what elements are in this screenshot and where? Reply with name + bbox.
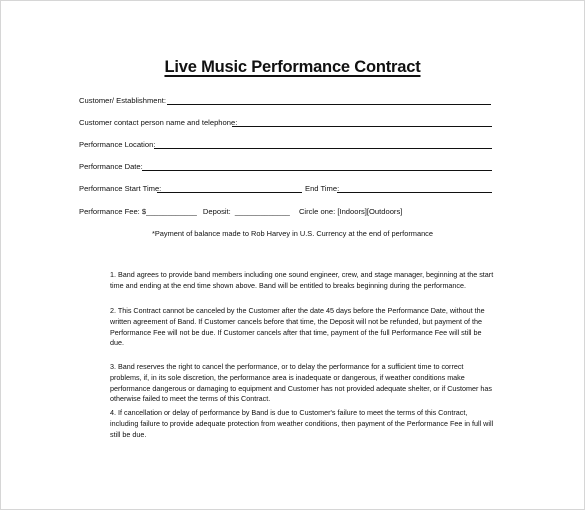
clause-3: 3. Band reserves the right to cancel the performance, or to delay the performance for a sufficient time to correct problems, if, in its sole discretion, the performance area is inadequate or dangerous, if weather conditions make performance dangerous or damaging to equipment and Customer has not provided adequate shelter, or if Customer has otherwise failed to meet the terms of this Contract.: [110, 362, 492, 404]
clause-2: 2. This Contract cannot be canceled by the Customer after the date 45 days before the Performance Date, without the written agreement of Band. If Customer cancels before that time, the Deposit will not be refunded, but payment of the Performance Fee will not be due. If Customer cancels after that time, payment of the full Performance Fee will still be due.: [110, 306, 485, 348]
customer-label: Customer/ Establishment:: [79, 96, 166, 105]
contact-field[interactable]: [232, 126, 492, 127]
date-label: Performance Date:: [79, 162, 143, 171]
end-time-field[interactable]: [337, 192, 492, 193]
deposit-label: Deposit:: [202, 207, 231, 216]
contact-label: Customer contact person name and telephone:: [79, 118, 238, 127]
start-time-field[interactable]: [157, 192, 302, 193]
location-label: Performance Location:: [79, 140, 156, 149]
page-title: Live Music Performance Contract: [164, 58, 421, 76]
deposit-field[interactable]: _____________: [234, 207, 290, 216]
fee-row: [79, 207, 402, 217]
start-time-label: Performance Start Time:: [79, 184, 162, 193]
clause-1: 1. Band agrees to provide band members including one sound engineer, crew, and stage manager, beginning at the start time and ending at the end time shown above. Band will be entitled to breaks beginning during the performance.: [110, 270, 494, 290]
fee-label: Performance Fee: $: [79, 207, 147, 216]
fee-field[interactable]: ____________: [146, 207, 197, 216]
location-field[interactable]: [154, 148, 492, 149]
end-time-label: End Time:: [305, 184, 340, 193]
customer-field[interactable]: [167, 104, 491, 105]
date-field[interactable]: [142, 170, 492, 171]
clause-4: 4. If cancellation or delay of performance by Band is due to Customer's failure to meet the terms of this Contract, including failure to provide adequate protection from weather conditions, then payment of the Performance Fee in full will still be due.: [110, 408, 494, 439]
circle-one-label[interactable]: Circle one: [Indoors][Outdoors]: [298, 207, 403, 216]
payment-note: *Payment of balance made to Rob Harvey in U.S. Currency at the end of performance: [152, 229, 433, 238]
